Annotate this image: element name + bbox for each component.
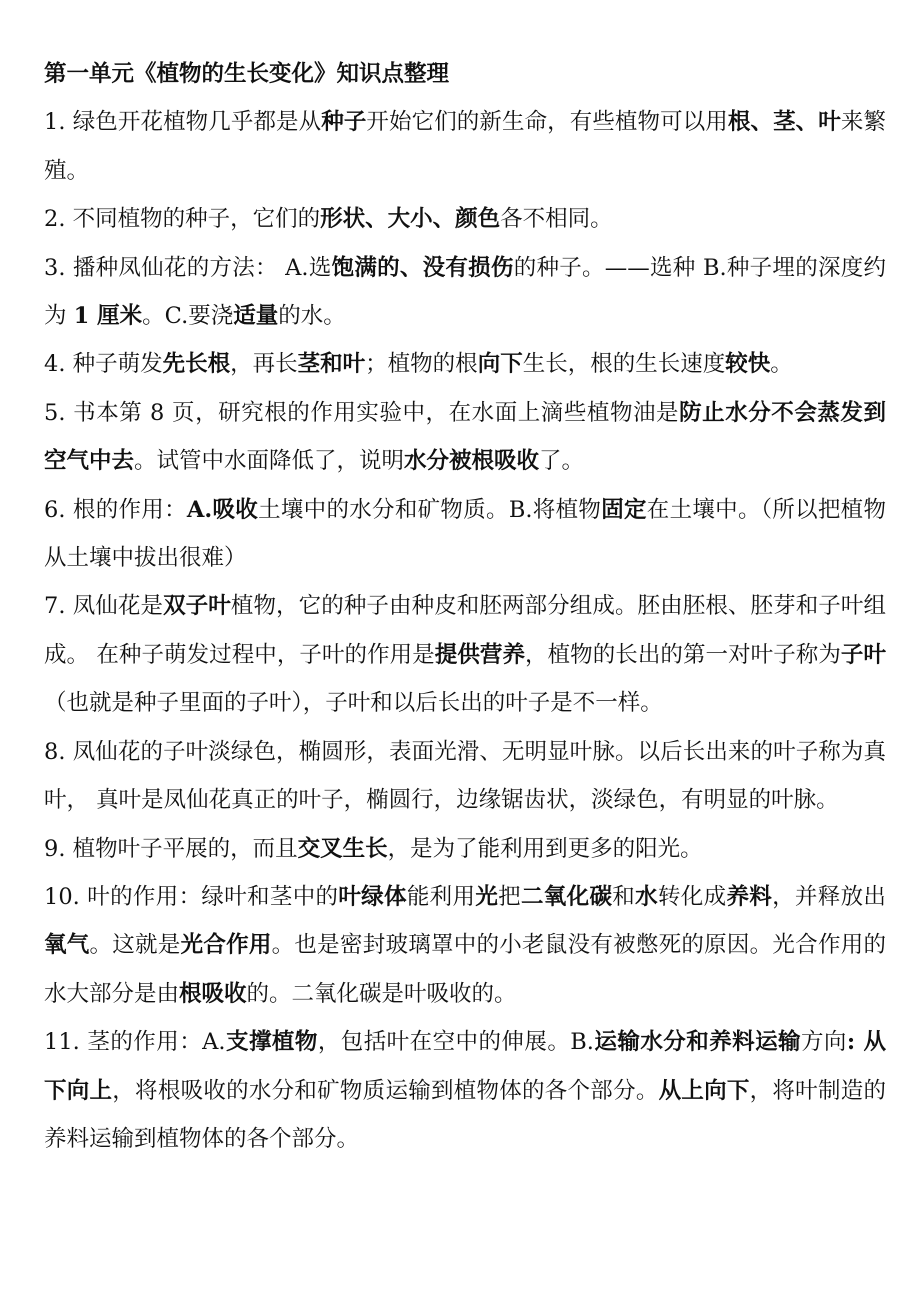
knowledge-point (44, 98, 886, 195)
text-run: 5. 书本第 8 页，研究根的作用实验中，在水面上滴些植物油是 (44, 399, 680, 426)
text-run: 和 (612, 883, 636, 910)
text-run: 。C.要浇 (142, 303, 234, 330)
bold-keyword: 运输水分和养料运输 (593, 1029, 801, 1056)
bold-keyword: 向下 (477, 351, 523, 378)
knowledge-point (44, 389, 886, 486)
text-run: ，是为了能利用到更多的阳光。 (387, 835, 703, 862)
bold-keyword: 较快 (725, 351, 771, 378)
text-run: 了。 (539, 448, 585, 475)
text-run: 。这就是 (89, 932, 181, 959)
text-run: 把 (498, 883, 521, 910)
knowledge-point (44, 873, 886, 1018)
text-run: 。试管中水面降低了，说明 (134, 448, 405, 475)
bold-keyword: 双子叶 (163, 593, 231, 620)
text-run: 1. 绿色开花植物几乎都是从 (44, 109, 322, 136)
text-run: 的种子。——选种 B.种子埋的深度约为 (44, 254, 886, 330)
bold-keyword: 叶绿体 (338, 883, 407, 910)
bold-keyword: 根、茎、叶 (727, 109, 841, 136)
text-run: ，将叶制造的养料运输到植物体的各个部分。 (44, 1077, 886, 1152)
bold-keyword: 养料 (726, 883, 773, 910)
bold-keyword: 根吸收 (179, 980, 247, 1007)
bold-keyword: 适量 (233, 303, 279, 330)
text-run: 能利用 (406, 883, 476, 910)
text-run: 。也是密封玻璃罩中的小老鼠没有被憋死的原因。光合作用的水大部分是由 (44, 932, 886, 1007)
bold-keyword: 二氧化碳 (520, 883, 613, 910)
text-run: 9. 植物叶子平展的，而且 (44, 835, 298, 862)
knowledge-point-list (44, 98, 886, 1163)
knowledge-point (44, 195, 886, 243)
text-run: 植物，它的种子由种皮和胚两部分组成。胚由胚根、胚芽和子叶组成。 在种子萌发过程中，子叶的作用是 (44, 593, 886, 668)
bold-keyword: 水 (635, 883, 658, 910)
text-run: ；植物的根 (365, 351, 478, 378)
knowledge-point (44, 340, 886, 388)
text-run: ，将根吸收的水分和矿物质运输到植物体的各个部分。 (112, 1077, 659, 1104)
text-run: ，植物的长出的第一对叶子称为 (525, 641, 841, 668)
bold-keyword: 光 (475, 883, 499, 910)
knowledge-point (44, 582, 886, 727)
text-run: 开始它们的新生命，有些植物可以用 (366, 109, 728, 136)
text-run: 2. 不同植物的种子，它们的 (44, 206, 321, 233)
bold-keyword: 种子 (321, 109, 367, 136)
bold-keyword: 子叶 (840, 641, 886, 668)
text-run: 7. 凤仙花是 (44, 593, 164, 620)
text-run: 的。二氧化碳是叶吸收的。 (246, 980, 517, 1007)
text-run: 11. 茎的作用：A. (44, 1029, 226, 1056)
bold-keyword: 支撑植物 (225, 1029, 318, 1056)
text-run: 10. 叶的作用：绿叶和茎中的 (44, 883, 339, 910)
text-run: 4. 种子萌发 (44, 351, 163, 378)
text-run: ，包括叶在空中的伸展。B. (317, 1029, 594, 1056)
knowledge-point (44, 825, 886, 873)
text-run: 生长，根的生长速度 (522, 351, 726, 378)
bold-keyword: 先长根 (162, 351, 231, 378)
bold-keyword: 从上向下 (658, 1077, 750, 1104)
bold-keyword: 茎和叶 (297, 351, 366, 378)
text-run: 的水。 (278, 303, 346, 330)
bold-keyword: 饱满的、没有损伤 (331, 254, 514, 281)
bold-keyword: 形状、大小、颜色 (320, 206, 501, 233)
bold-keyword: A.吸收 (186, 496, 259, 523)
knowledge-point (44, 1018, 886, 1163)
bold-keyword: 水分被根吸收 (404, 448, 540, 475)
bold-keyword: 防止水分不会蒸发到空气中去 (44, 399, 886, 475)
bold-keyword: 光合作用 (180, 932, 272, 959)
text-run: 3. 播种凤仙花的方法： A.选 (44, 254, 332, 281)
bold-keyword: 提供营养 (434, 641, 526, 668)
bold-keyword: : 从下向上 (44, 1029, 886, 1104)
bold-keyword: 固定 (601, 496, 647, 523)
bold-keyword: 氧气 (44, 932, 90, 959)
knowledge-point (44, 728, 886, 825)
text-run: ，并释放出 (772, 883, 886, 910)
text-run: 土壤中的水分和矿物质。B.将植物 (258, 496, 602, 523)
text-run: 各不相同。 (500, 206, 613, 233)
text-run: 来繁殖。 (44, 109, 886, 184)
text-run: 6. 根的作用： (44, 496, 187, 523)
text-run: 方向 (800, 1029, 847, 1056)
knowledge-point (44, 244, 886, 341)
text-run: （也就是种子里面的子叶），子叶和以后长出的叶子是不一样。 (44, 690, 663, 717)
document-title: 第一单元《植物的生长变化》知识点整理 (44, 61, 450, 87)
text-run: ，再长 (230, 351, 298, 378)
text-run: 。 (770, 351, 793, 378)
text-run: 转化成 (657, 883, 727, 910)
text-run: 在土壤中。（所以把植物从土壤中拔出很难） (44, 496, 886, 572)
text-run: 8. 凤仙花的子叶淡绿色，椭圆形，表面光滑、无明显叶脉。以后长出来的叶子称为真叶， 真叶是凤仙花真正的叶子，椭圆行，边缘锯齿状，淡绿色，有明显的叶脉。 (44, 738, 886, 814)
bold-keyword: 1 厘米 (73, 303, 143, 330)
knowledge-point (44, 486, 886, 583)
bold-keyword: 交叉生长 (297, 835, 388, 862)
